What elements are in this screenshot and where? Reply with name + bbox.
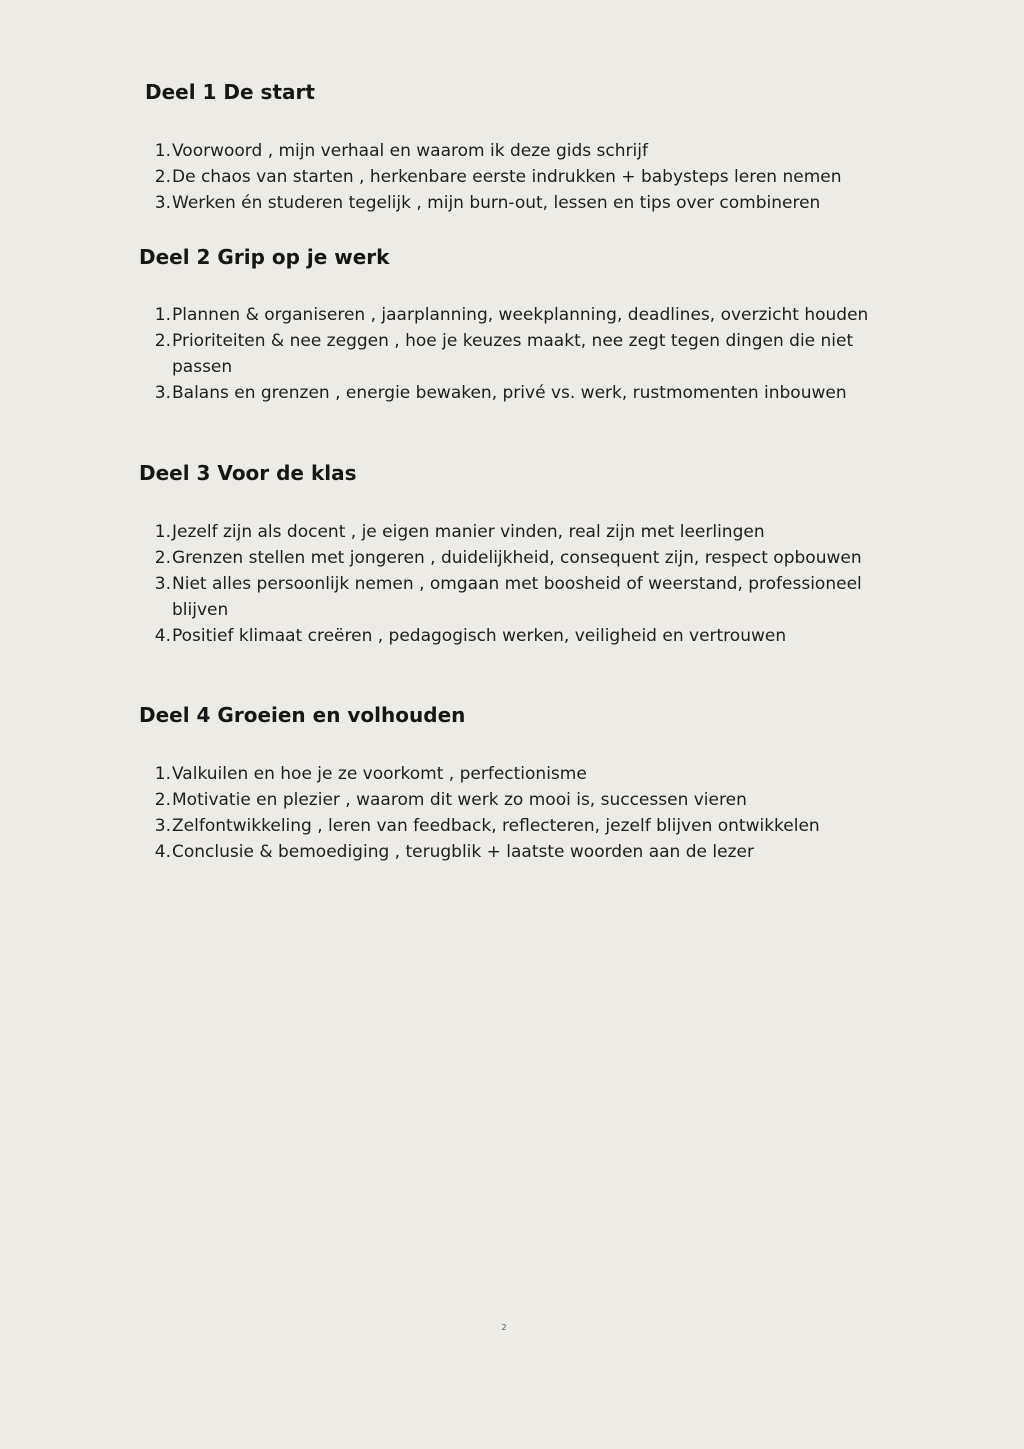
toc-list [139,519,899,649]
list-item-text: Motivatie en plezier , waarom dit werk zo mooi is, successen vieren [172,790,747,810]
list-item-number: 2. [154,331,171,351]
list-item [139,328,899,380]
section-title: Deel 2 Grip op je werk [139,245,390,269]
list-item-text: Balans en grenzen , energie bewaken, privé vs. werk, rustmomenten inbouwen [172,383,847,403]
list-item-number: 2. [154,548,171,568]
section-title: Deel 4 Groeien en volhouden [139,703,466,727]
section-title: Deel 1 De start [145,80,315,104]
section-deel-1 [139,79,899,213]
list-item [139,519,899,545]
list-item-number: 4. [154,626,171,646]
list-item-text: Niet alles persoonlijk nemen , omgaan met boosheid of weerstand, professioneel blijven [172,574,862,620]
toc-list [139,302,899,406]
page-number: 2 [501,1323,507,1332]
list-item-number: 3. [154,193,171,213]
list-item [139,545,899,571]
list-item [139,164,879,190]
list-item [139,813,899,839]
list-item-number: 2. [154,167,171,187]
list-item [139,787,899,813]
list-item-text: Werken én studeren tegelijk , mijn burn-out, lessen en tips over combineren [172,193,821,213]
list-item-number: 1. [154,764,171,784]
section-deel-3 [139,460,899,646]
list-item-text: Grenzen stellen met jongeren , duidelijkheid, consequent zijn, respect opbouwen [172,548,862,568]
list-item-text: Voorwoord , mijn verhaal en waarom ik deze gids schrijf [172,141,648,161]
toc-list [139,138,879,216]
toc-list [139,761,899,865]
list-item-text: Positief klimaat creëren , pedagogisch werken, veiligheid en vertrouwen [172,626,787,646]
list-item-number: 1. [154,305,171,325]
list-item [139,761,899,787]
list-item-text: Conclusie & bemoediging , terugblik + laatste woorden aan de lezer [172,842,754,862]
list-item-number: 1. [154,522,171,542]
list-item-text: Zelfontwikkeling , leren van feedback, reflecteren, jezelf blijven ontwikkelen [172,816,820,836]
list-item [139,571,899,623]
list-item-number: 2. [154,790,171,810]
list-item-number: 1. [154,141,171,161]
list-item-text: Valkuilen en hoe je ze voorkomt , perfectionisme [172,764,587,784]
list-item [139,302,899,328]
list-item [139,138,879,164]
section-title: Deel 3 Voor de klas [139,461,357,485]
list-item-text: Prioriteiten & nee zeggen , hoe je keuzes maakt, nee zegt tegen dingen die niet passen [172,331,854,377]
list-item-number: 3. [154,816,171,836]
list-item [139,380,899,406]
list-item-number: 3. [154,574,171,594]
list-item [139,839,899,865]
list-item [139,190,879,216]
list-item-number: 3. [154,383,171,403]
list-item-text: De chaos van starten , herkenbare eerste indrukken + babysteps leren nemen [172,167,842,187]
list-item [139,623,899,649]
list-item-number: 4. [154,842,171,862]
list-item-text: Jezelf zijn als docent , je eigen manier vinden, real zijn met leerlingen [172,522,765,542]
list-item-text: Plannen & organiseren , jaarplanning, weekplanning, deadlines, overzicht houden [172,305,869,325]
section-deel-4 [139,702,899,862]
section-deel-2 [139,244,899,403]
